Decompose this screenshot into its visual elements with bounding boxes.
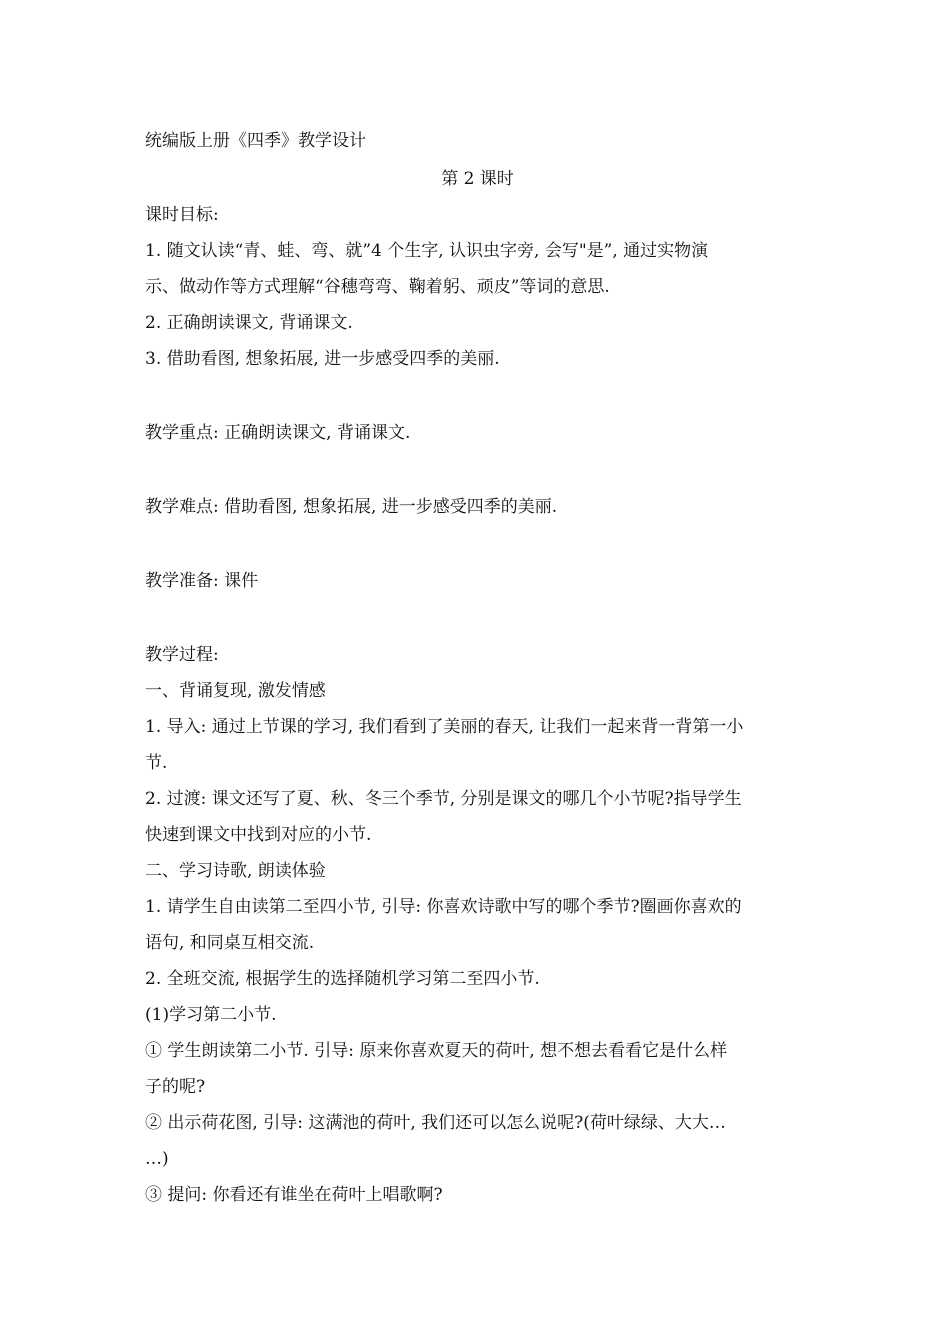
section-1-item-2-line-2: 快速到课文中找到对应的小节.	[145, 825, 372, 845]
goal-3: 3. 借助看图, 想象拓展, 进一步感受四季的美丽.	[145, 349, 500, 369]
preparation: 教学准备: 课件	[145, 571, 259, 591]
spacer	[145, 378, 810, 416]
section-1-item-1-line-1: 1. 导入: 通过上节课的学习, 我们看到了美丽的春天, 让我们一起来背一背第一小	[145, 717, 744, 737]
section-1-item-1-line-2: 节.	[145, 753, 168, 773]
step-2-line-1: ② 出示荷花图, 引导: 这满池的荷叶, 我们还可以怎么说呢?(荷叶绿绿、大大…	[145, 1113, 726, 1133]
document-title: 统编版上册《四季》教学设计	[145, 131, 366, 151]
step-3: ③ 提问: 你看还有谁坐在荷叶上唱歌啊?	[145, 1185, 443, 1205]
step-2-line-2: …)	[145, 1149, 169, 1169]
lesson-label: 第 2 课时	[441, 169, 514, 189]
process-heading: 教学过程:	[145, 645, 219, 665]
step-1-line-1: ① 学生朗读第二小节. 引导: 原来你喜欢夏天的荷叶, 想不想去看看它是什么样	[145, 1041, 728, 1061]
goals-heading: 课时目标:	[145, 205, 219, 225]
section-1-heading: 一、背诵复现, 激发情感	[145, 681, 326, 701]
spacer	[145, 600, 810, 638]
spacer	[145, 452, 810, 490]
section-2-item-1-line-1: 1. 请学生自由读第二至四小节, 引导: 你喜欢诗歌中写的哪个季节?圈画你喜欢的	[145, 897, 742, 917]
section-2-item-2: 2. 全班交流, 根据学生的选择随机学习第二至四小节.	[145, 969, 540, 989]
goal-1-line-2: 示、做动作等方式理解“谷穗弯弯、鞠着躬、顽皮”等词的意思.	[145, 277, 610, 297]
spacer	[145, 526, 810, 564]
document-page	[145, 124, 810, 1214]
section-2-heading: 二、学习诗歌, 朗读体验	[145, 861, 326, 881]
goal-2: 2. 正确朗读课文, 背诵课文.	[145, 313, 353, 333]
section-1-item-2-line-1: 2. 过渡: 课文还写了夏、秋、冬三个季节, 分别是课文的哪几个小节呢?指导学生	[145, 789, 742, 809]
step-1-line-2: 子的呢?	[145, 1077, 206, 1097]
difficulty: 教学难点: 借助看图, 想象拓展, 进一步感受四季的美丽.	[145, 497, 558, 517]
key-point: 教学重点: 正确朗读课文, 背诵课文.	[145, 423, 411, 443]
section-2-item-1-line-2: 语句, 和同桌互相交流.	[145, 933, 315, 953]
goal-1-line-1: 1. 随文认读“青、蛙、弯、就”4 个生字, 认识虫字旁, 会写"是”, 通过实物演	[145, 241, 709, 261]
section-2-subheading-1: (1)学习第二小节.	[145, 1005, 277, 1025]
